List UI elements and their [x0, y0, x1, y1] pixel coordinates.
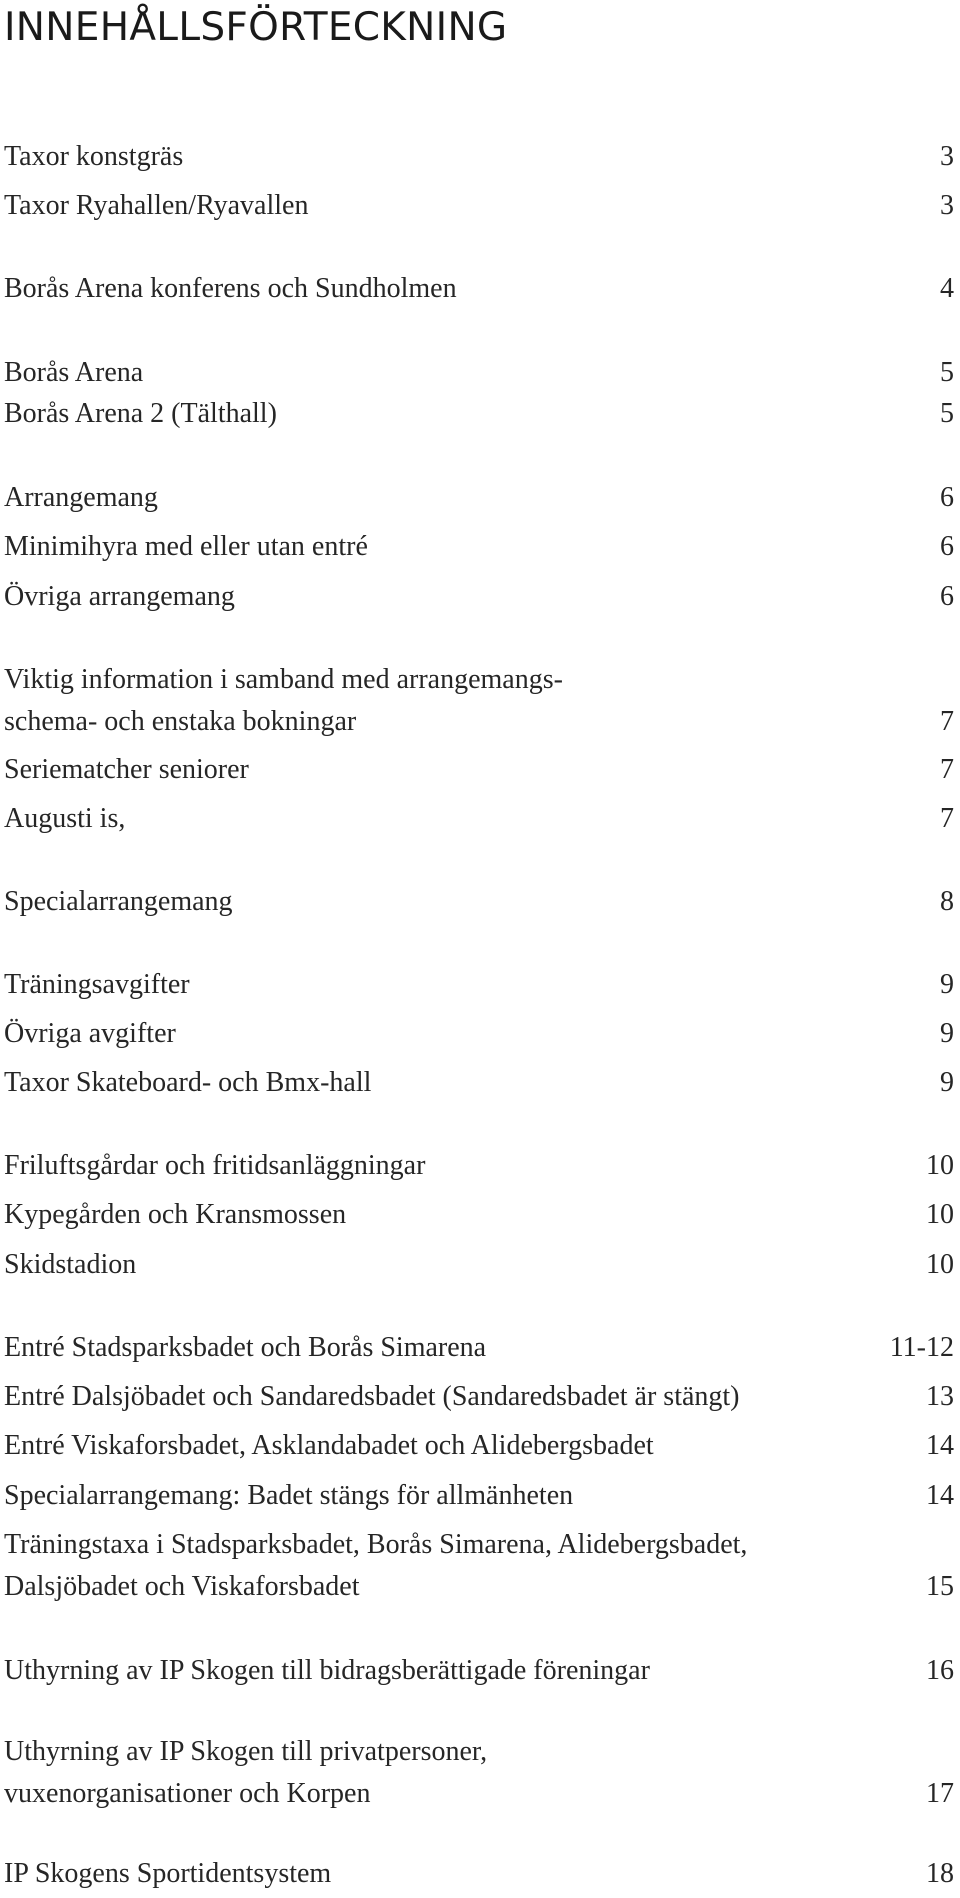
toc-entry-title: Arrangemang — [4, 482, 158, 513]
toc-entry-page-number: 18 — [926, 1858, 954, 1889]
toc-entry-page-number: 3 — [940, 190, 954, 221]
toc-entry-title: Friluftsgårdar och fritidsanläggningar — [4, 1150, 426, 1181]
toc-entry-title: Specialarrangemang: Badet stängs för allmänheten — [4, 1480, 574, 1511]
page-title: INNEHÅLLSFÖRTECKNING — [4, 5, 508, 50]
toc-entry-title: Augusti is, — [4, 803, 126, 834]
toc-entry-page-number: 5 — [940, 398, 954, 429]
toc-entry-page-number: 7 — [940, 754, 954, 785]
toc-entry-page-number: 8 — [940, 886, 954, 917]
toc-entry-title-line: Uthyrning av IP Skogen till privatpersoner, — [4, 1736, 488, 1767]
toc-entry-title: Entré Viskaforsbadet, Asklandabadet och Alidebergsbadet — [4, 1430, 654, 1461]
toc-entry-title: IP Skogens Sportidentsystem — [4, 1858, 332, 1889]
toc-entry — [4, 1524, 954, 1608]
toc-entry-page-number: 17 — [926, 1778, 954, 1809]
toc-entry-title: Entré Stadsparksbadet och Borås Simarena — [4, 1332, 487, 1363]
toc-entry-page-number: 7 — [940, 803, 954, 834]
toc-entry-title — [4, 1731, 487, 1815]
toc-entry-page-number: 14 — [926, 1480, 954, 1511]
toc-entry-title-line: schema- och enstaka bokningar — [4, 706, 357, 737]
toc-entry-page-number: 16 — [926, 1655, 954, 1686]
toc-entry-title: Övriga avgifter — [4, 1018, 176, 1049]
toc-entry-title-line: Viktig information i samband med arrangemangs- — [4, 664, 563, 695]
toc-entry-title: Träningsavgifter — [4, 969, 190, 1000]
toc-entry-title: Borås Arena — [4, 357, 144, 388]
toc-entry-title-line: vuxenorganisationer och Korpen — [4, 1778, 371, 1809]
toc-entry-page-number: 3 — [940, 141, 954, 172]
toc-entry-title — [4, 1524, 747, 1608]
toc-entry-title: Övriga arrangemang — [4, 581, 235, 612]
toc-entry-title — [4, 659, 563, 743]
toc-entry-title: Entré Dalsjöbadet och Sandaredsbadet (Sandaredsbadet är stängt) — [4, 1381, 740, 1412]
toc-entry-title: Taxor Skateboard- och Bmx-hall — [4, 1067, 372, 1098]
toc-entry-page-number: 6 — [940, 581, 954, 612]
toc-entry-page-number: 11-12 — [889, 1332, 954, 1363]
toc-entry-page-number: 6 — [940, 482, 954, 513]
toc-entry-title: Minimihyra med eller utan entré — [4, 531, 368, 562]
toc-entry-page-number: 10 — [926, 1199, 954, 1230]
toc-entry-page-number: 4 — [940, 273, 954, 304]
toc-entry — [4, 1731, 954, 1815]
toc-entry — [4, 659, 954, 743]
toc-entry-page-number: 6 — [940, 531, 954, 562]
toc-entry-title: Seriematcher seniorer — [4, 754, 249, 785]
toc-entry-page-number: 14 — [926, 1430, 954, 1461]
toc-entry-title: Taxor konstgräs — [4, 141, 184, 172]
toc-entry-page-number: 9 — [940, 1018, 954, 1049]
toc-entry-page-number: 9 — [940, 1067, 954, 1098]
toc-entry-page-number: 5 — [940, 357, 954, 388]
toc-entry-page-number: 10 — [926, 1249, 954, 1280]
toc-entry-page-number: 7 — [940, 706, 954, 737]
toc-entry-page-number: 10 — [926, 1150, 954, 1181]
toc-entry-title: Borås Arena konferens och Sundholmen — [4, 273, 457, 304]
toc-entry-title: Skidstadion — [4, 1249, 137, 1280]
toc-entry-title: Taxor Ryahallen/Ryavallen — [4, 190, 309, 221]
toc-entry-title: Uthyrning av IP Skogen till bidragsberättigade föreningar — [4, 1655, 650, 1686]
toc-entry-title: Specialarrangemang — [4, 886, 233, 917]
toc-entry-title-line: Träningstaxa i Stadsparksbadet, Borås Simarena, Alidebergsbadet, — [4, 1529, 748, 1560]
toc-entry-title: Borås Arena 2 (Tälthall) — [4, 398, 277, 429]
toc-entry-page-number: 15 — [926, 1571, 954, 1602]
toc-entry-title: Kypegården och Kransmossen — [4, 1199, 347, 1230]
toc-entry-page-number: 9 — [940, 969, 954, 1000]
toc-entry-page-number: 13 — [926, 1381, 954, 1412]
toc-entry-title-line: Dalsjöbadet och Viskaforsbadet — [4, 1571, 360, 1602]
